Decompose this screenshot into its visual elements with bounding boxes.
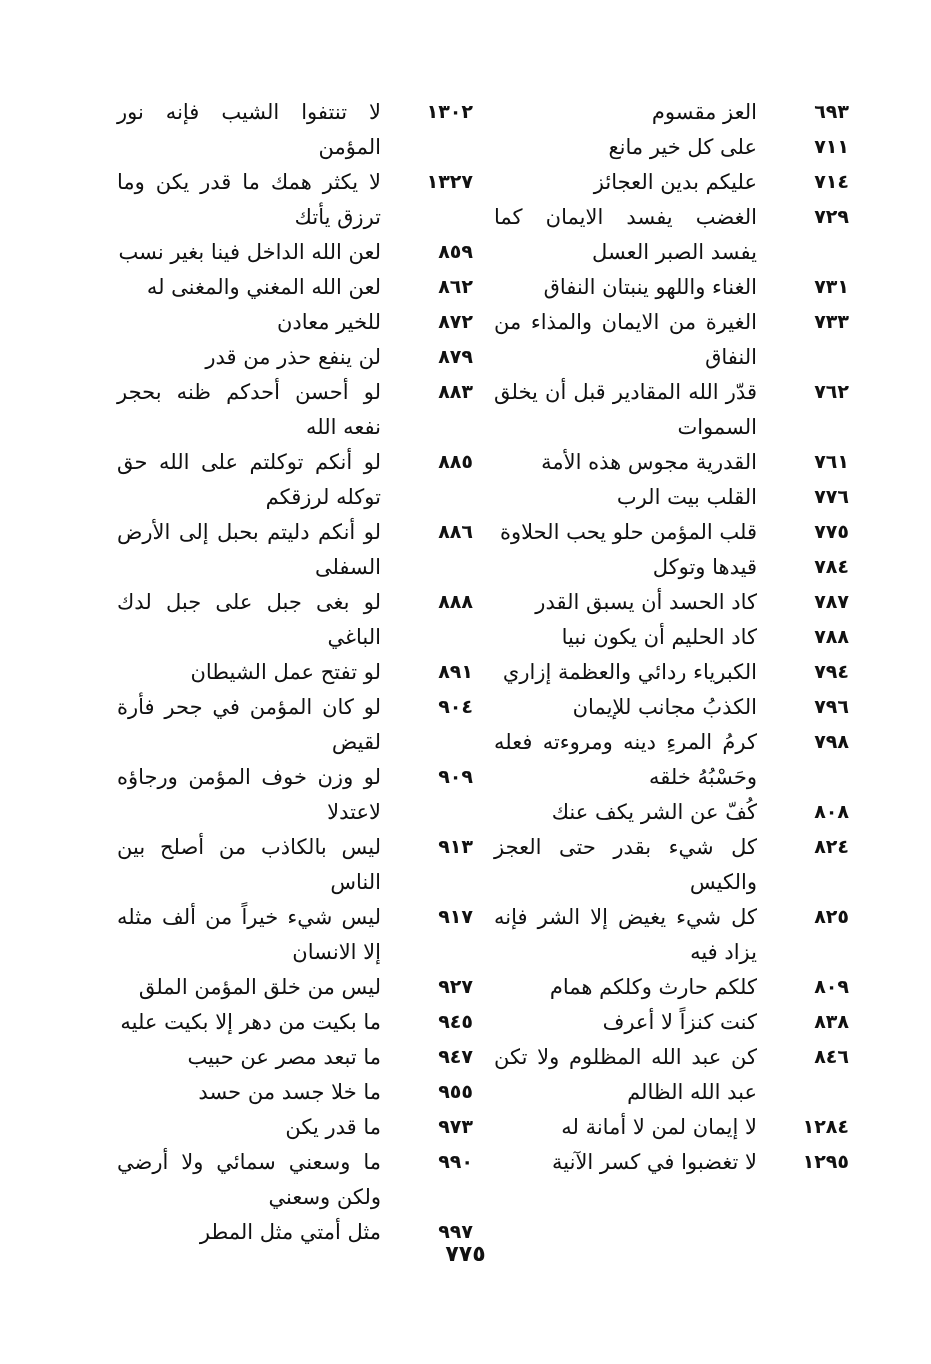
index-entry — [494, 1110, 849, 1145]
index-entry — [494, 830, 849, 900]
entry-number: ٩٧٣ — [438, 1116, 473, 1138]
entry-text: لعن الله المغني والمغنى له — [146, 275, 381, 299]
index-entry — [494, 480, 849, 515]
index-entry — [494, 690, 849, 725]
entry-number: ١٣٠٢ — [426, 101, 473, 123]
entry-text: قيدها وتوكل — [652, 555, 757, 579]
entry-number: ٨٢٥ — [814, 906, 849, 928]
index-entry — [494, 900, 849, 970]
index-entry — [117, 690, 473, 760]
entry-number: ٧٦٢ — [814, 381, 849, 403]
entry-text: كُفّ عن الشر يكف عنك — [551, 800, 757, 824]
entry-text: لو أحسن أحدكم ظنه بحجر نفعه الله — [117, 380, 381, 439]
entry-text: ما وسعني سمائي ولا أرضي ولكن وسعني — [117, 1150, 381, 1209]
entry-number: ٩٩٧ — [438, 1221, 473, 1243]
entry-number: ٧١١ — [814, 136, 849, 158]
index-entry — [494, 375, 849, 445]
entry-number: ٩٠٩ — [438, 766, 473, 788]
index-entry — [117, 900, 473, 970]
entry-text: كنت كنزاً لا أعرف — [602, 1010, 757, 1034]
entry-text: لا تغضبوا في كسر الآنية — [552, 1150, 757, 1174]
entry-text: كل شيء بقدر حتى العجز والكيس — [494, 835, 757, 894]
entry-text: كل شيء يغيض إلا الشر فإنه يزاد فيه — [494, 905, 757, 964]
entry-text: ما خلا جسد من حسد — [198, 1080, 381, 1104]
entry-text: قلب المؤمن حلو يحب الحلاوة — [499, 520, 757, 544]
index-entry — [117, 340, 473, 375]
entry-text: لا يكثر همك ما قدر يكن وما ترزق يأتك — [117, 170, 381, 229]
entry-number: ٧٨٨ — [814, 626, 849, 648]
entry-number: ٩١٣ — [438, 836, 473, 858]
entry-number: ٧٩٦ — [814, 696, 849, 718]
index-entry — [494, 270, 849, 305]
page-number: ٧٧٥ — [445, 1242, 486, 1267]
entry-text: لو وزن خوف المؤمن ورجاؤه لاعتدلا — [117, 765, 381, 824]
entry-number: ٨٨٨ — [438, 591, 473, 613]
entry-text: لو كان المؤمن في جحر فأرة لقيض — [117, 695, 381, 754]
index-entry — [117, 970, 473, 1005]
index-entry — [494, 550, 849, 585]
entry-number: ٨٥٩ — [438, 241, 473, 263]
entry-text: لا تنتفوا الشيب فإنه نور المؤمن — [117, 100, 381, 159]
entry-number: ٩٩٠ — [438, 1151, 473, 1173]
entry-number: ٩٥٥ — [438, 1081, 473, 1103]
entry-text: لو أنكم توكلتم على الله حق توكله لرزقكم — [117, 450, 381, 509]
index-entry — [117, 1145, 473, 1215]
entry-text: ما قدر يكن — [285, 1115, 381, 1139]
entry-text: لو أنكم دليتم بحبل إلى الأرض السفلى — [117, 520, 381, 579]
entry-text: كاد الحسد أن يسبق القدر — [535, 590, 757, 614]
entry-number: ٧٢٩ — [814, 206, 849, 228]
entry-number: ٨٤٦ — [814, 1046, 849, 1068]
entry-number: ٧٩٨ — [814, 731, 849, 753]
index-entry — [494, 445, 849, 480]
entry-number: ٧٦١ — [814, 451, 849, 473]
entry-text: كرمُ المرءِ دينه ومروءته فعله وحَسْبُهُ خلقه — [494, 730, 757, 789]
entry-text: الغناء واللهو ينبتان النفاق — [543, 275, 757, 299]
index-entry — [494, 725, 849, 795]
entry-number: ٨٨٦ — [438, 521, 473, 543]
index-entry — [494, 130, 849, 165]
entry-text: كن عبد الله المظلوم ولا تكن عبد الله الظالم — [494, 1045, 757, 1104]
index-column-right — [494, 95, 849, 1180]
index-entry — [117, 305, 473, 340]
entry-number: ٩١٧ — [438, 906, 473, 928]
entry-text: كلكم حارث وكلكم همام — [549, 975, 757, 999]
entry-number: ٨٨٥ — [438, 451, 473, 473]
index-entry — [117, 760, 473, 830]
index-entry — [494, 165, 849, 200]
entry-text: ما تبعد مصر عن حبيب — [187, 1045, 381, 1069]
entry-text: لو تفتح عمل الشيطان — [190, 660, 381, 684]
entry-text: الكبرياء ردائي والعظمة إزاري — [502, 660, 757, 684]
entry-text: لن ينفع حذر من قدر — [205, 345, 381, 369]
entry-text: الكذبُ مجانب للإيمان — [572, 695, 757, 719]
entry-number: ٧١٤ — [814, 171, 849, 193]
entry-number: ٩٢٧ — [438, 976, 473, 998]
index-entry — [117, 445, 473, 515]
entry-text: ليس شيء خيراً من ألف مثله إلا الانسان — [117, 905, 381, 964]
index-entry — [117, 1110, 473, 1145]
entry-text: لا إيمان لمن لا أمانة له — [561, 1115, 757, 1139]
entry-text: ليس بالكاذب من أصلح بين الناس — [117, 835, 381, 894]
entry-number: ٩٤٧ — [438, 1046, 473, 1068]
entry-number: ٨٦٢ — [438, 276, 473, 298]
index-entry — [494, 655, 849, 690]
index-entry — [494, 95, 849, 130]
entry-number: ٧٣٣ — [814, 311, 849, 333]
index-entry — [494, 515, 849, 550]
entry-number: ٨٠٩ — [814, 976, 849, 998]
index-column-left — [117, 95, 473, 1250]
entry-text: على كل خير مانع — [608, 135, 757, 159]
entry-number: ٨٧٩ — [438, 346, 473, 368]
entry-number: ٨٢٤ — [814, 836, 849, 858]
entry-text: قدّر الله المقادير قبل أن يخلق السموات — [494, 380, 757, 439]
index-entry — [117, 1075, 473, 1110]
entry-text: الغيرة من الايمان والمذاء من النفاق — [494, 310, 757, 369]
index-entry — [117, 270, 473, 305]
entry-text: الغضب يفسد الايمان كما يفسد الصبر العسل — [494, 205, 757, 264]
entry-text: عليكم بدين العجائز — [593, 170, 757, 194]
entry-text: لعن الله الداخل فينا بغير نسب — [118, 240, 381, 264]
index-entry — [117, 95, 473, 165]
entry-text: ليس من خلق المؤمن الملق — [138, 975, 381, 999]
index-entry — [494, 305, 849, 375]
index-entry — [494, 1005, 849, 1040]
index-entry — [117, 1040, 473, 1075]
entry-number: ٨٧٢ — [438, 311, 473, 333]
index-entry — [494, 200, 849, 270]
index-entry — [117, 515, 473, 585]
entry-text: لو بغى جبل على جبل لدك الباغي — [117, 590, 381, 649]
index-entry — [117, 235, 473, 270]
entry-number: ٧٧٥ — [814, 521, 849, 543]
index-entry — [117, 830, 473, 900]
index-entry — [494, 585, 849, 620]
entry-text: ما بكيت من دهر إلا بكيت عليه — [120, 1010, 381, 1034]
entry-number: ٩٠٤ — [438, 696, 473, 718]
index-entry — [494, 620, 849, 655]
index-entry — [117, 375, 473, 445]
entry-number: ٧٧٦ — [814, 486, 849, 508]
index-entry — [117, 1005, 473, 1040]
entry-number: ٩٤٥ — [438, 1011, 473, 1033]
index-entry — [494, 1145, 849, 1180]
entry-number: ٨٩١ — [438, 661, 473, 683]
entry-text: القلب بيت الرب — [616, 485, 757, 509]
entry-number: ٨٨٣ — [438, 381, 473, 403]
entry-text: كاد الحليم أن يكون نبيا — [561, 625, 757, 649]
entry-number: ٧٣١ — [814, 276, 849, 298]
entry-number: ٨٣٨ — [814, 1011, 849, 1033]
entry-text: القدرية مجوس هذه الأمة — [541, 450, 757, 474]
entry-text: مثل أمتي مثل المطر — [199, 1220, 381, 1244]
entry-text: للخير معادن — [276, 310, 381, 334]
index-entry — [494, 1040, 849, 1110]
index-entry — [117, 165, 473, 235]
entry-number: ٧٨٤ — [814, 556, 849, 578]
index-entry — [494, 795, 849, 830]
entry-number: ٧٨٧ — [814, 591, 849, 613]
entry-number: ١٢٩٥ — [802, 1151, 849, 1173]
entry-number: ١٢٨٤ — [802, 1116, 849, 1138]
entry-number: ٦٩٣ — [814, 101, 849, 123]
entry-number: ٧٩٤ — [814, 661, 849, 683]
index-entry — [117, 655, 473, 690]
entry-text: العز مقسوم — [651, 100, 757, 124]
entry-number: ٨٠٨ — [814, 801, 849, 823]
index-entry — [117, 585, 473, 655]
entry-number: ١٣٢٧ — [426, 171, 473, 193]
index-entry — [494, 970, 849, 1005]
